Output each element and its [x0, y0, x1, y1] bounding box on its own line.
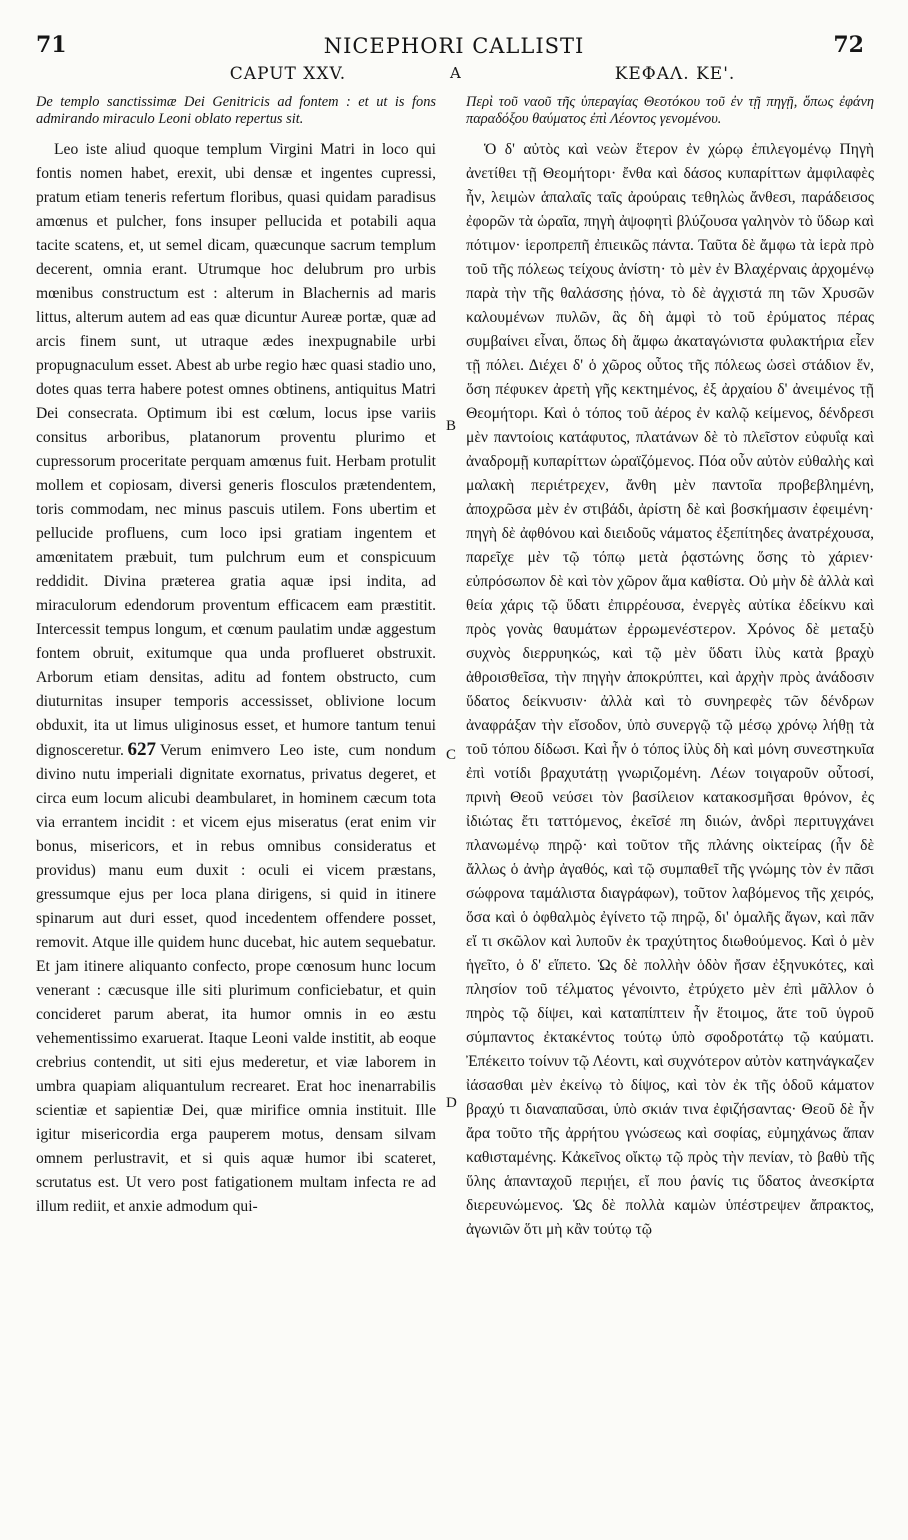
greek-chapter-heading: ΚΕΦΑΛ. ΚΕ'.	[614, 64, 736, 84]
greek-column	[466, 94, 874, 1242]
page-number-right: 72	[833, 32, 864, 58]
section-mark-c: C	[446, 747, 457, 763]
latin-body-text	[36, 138, 436, 1219]
section-mark-b: B	[446, 418, 457, 434]
section-mark-a: A	[450, 64, 461, 82]
chapter-headings	[30, 64, 878, 90]
latin-chapter-heading: CAPUT XXV.	[229, 64, 347, 84]
section-mark-d: D	[446, 1095, 457, 1111]
page-header	[30, 28, 878, 58]
margin-page-number: 627	[127, 739, 156, 760]
latin-text-part-2: Verum enimvero Leo iste, cum nondum divino nutu imperiali dignitate exornatus, privatus degeret, et circa eum locum alicubi deambularet, in hominem cæcum tota via errantem incidit : et vicem ejus miseratus (erat enim vir bonus, misericors, et in rebus omnibus consideratus et providus) manu eum duxit : oculi ei vicem præstans, gressumque ejus per loca plana dirigens, si quid in itinere spinarum aut duri esset, quod incedentem offendere posset, removit. Atque ille quidem hunc ducebat, hic autem sequebatur. Et jam itinere aliquanto confecto, prope cœnosum hunc locum venerant : cæcusque ille siti plurimum conficiebatur, et quin concideret parum aberat, ita humor omnis in eo æstu vehementissimo exaruerat. Itaque Leoni valde institit, ab eoque crebrius contendit, ut siti ejus mederetur, et viæ laborem in umbra quapiam aliquantulum recrearet. Erat hoc inenarrabilis scientiæ et sapientiæ Dei, quæ mirifice omnia instituit. Ille igitur misericordia erga pauperem motus, densam silvam omnem perlustravit, et si quis aquæ humor ibi scateret, scrutatus est. Ut vero post fatigationem multam infecta re ad illum rediit, et anxie admodum qui-	[36, 742, 436, 1215]
greek-body-text: Ὁ δ' αὐτὸς καὶ νεὼν ἕτερον ἐν χώρῳ ἐπιλεγομένῳ Πηγὴ ἀνετίθει τῇ Θεομήτορι· ἔνθα καὶ δάσος κυπαρίττων ἀμφιλαφὲς ἦν, λειμὼν ἁπαλαῖς ταῖς ἀρούραις τεθηλὼς ἄνθεσι, παράδεισος ἐφορῶν τὰ ὡραῖα, πηγὴ ἀψοφητὶ βλύζουσα γαληνὸν τὸ ὕδωρ καὶ πότιμον· ἱεροπρεπῆ ἐπιεικῶς πάντα. Ταῦτα δὲ ἄμφω τὰ ἱερὰ πρὸ τοῦ τῆς πόλεως τείχους ἀνίστη· τὸ μὲν ἐν Βλαχέρναις ἀρχομένῳ παρὰ τὴν τῆς θαλάσσης ᾐόνα, τὸ δὲ ἀγχιστά πη τῶν Χρυσῶν καλουμένων πυλῶν, ἃς δὴ ἀμφὶ τὸ τοῦ ἐρύματος πέρας συμβαίνει εἶναι, ὅπως δὴ ἄμφω ἀκαταγώνιστα φυλακτήρια εἶεν τῇ πόλει. Διέχει δ' ὁ χῶρος οὗτος τῆς πόλεως ὡσεὶ στάδιον ἕν, ὅση πέφυκεν ἀρετὴ γῆς κεκτημένος, ἐξ ἀρχαίου δ' ἀνειμένος τῇ Θεομήτορι. Καὶ ὁ τόπος τοῦ ἀέρος ἐν καλῷ κείμενος, δένδρεσι μὲν παντοίοις κατάφυτος, πλατάνων δὲ τὸ πλεῖστον εὐφυΐᾳ καὶ ἀναδρομῇ κυπαρίττων ὡραϊζόμενος. Πόα οὖν αὐτὸν εὐθαλὴς καὶ μαλακὴ περιέτρεχεν, ἄνθη μὲν παντοῖα προβεβλημένη, ἀποχρῶσα μὲν ἐν στιβάδι, ἀρίστη δὲ καὶ βοσκήμασιν ἐφειμένη· πηγὴ δὲ ἀφθόνου καὶ διειδοῦς νάματος ἐξεπίτηδες ἀνατρέχουσα, παρεῖχε μὲν τῷ τόπῳ μετὰ ῥᾳστώνης ὅσης τὸ χάριεν· εὐπρόσωπον δὲ καὶ τὸν χῶρον ἅμα καθίστα. Οὐ μὴν δὲ ἀλλὰ καὶ θεία χάρις τῷ ὕδατι ἐπιρρέουσα, ἐνεργὲς αὐτίκα ἐδείκνυ καὶ πρὸς γονὰς θαυμάτων ἐρρωμενέστερον. Χρόνος δὲ μεταξὺ συχνὸς διερρυηκώς, καὶ τῷ μὲν ὕδατι ἰλὺς κατὰ βραχὺ ἀθροισθεῖσα, τὴν πηγὴν ἀποκρύπτει, καὶ ἀρχὴν πρὸς ἀνάδοσιν ὕδατος δείκνυσιν· ἀλλὰ καὶ τὸ συνηρεφὲς τῶν δένδρων ἀναφράξαν τὴν εἴσοδον, ὑπὸ συνεργῷ τῷ μέσῳ χρόνῳ λήθῃ τὰ τοῦ τόπου δίδωσι. Καὶ ἦν ὁ τόπος ἰλὺς δὴ καὶ μόνη συνεστηκυῖα ἐπὶ νοτίδι βραχυτάτῃ γνωριζομένη. Λέων τοιγαροῦν οὗτοσί, πρινὴ Θεοῦ νεύσει τὸν βασίλειον κατακοσμῆσαι θρόνον, ἐς ἰδιώτας ἔτι ταττόμενος, ἐκεῖσέ πη διιών, ἀνδρὶ περιτυγχάνει πλανωμένῳ πηρῷ· καὶ τοῦτον τῆς πλάνης οἰκτείρας (ἦν δὲ ἄλλως ὁ ἀνὴρ ἀγαθός, καὶ τῷ συμπαθεῖ τῆς γνώμης τὸν ἐν πᾶσι σώφρονα ταμάλιστα διαγράφων), τοῦτον λαβόμενος τῆς χειρός, ὅσα καὶ ὁ ὀφθαλμὸς ἐγίνετο τῷ πηρῷ, δι' ὁμαλῆς ἄγων, καὶ πᾶν εἴ τι σκῶλον καὶ λυποῦν ἐκ τραχύτητος διωθούμενος. Καὶ ὁ μὲν ἡγεῖτο, ὁ δ' εἵπετο. Ὡς δὲ πολλὴν ὁδὸν ἤσαν ἐξηνυκότες, καὶ πλησίον τοῦ τέλματος γένοιντο, ἐτρύχετο μὲν ἐπὶ μᾶλλον ὁ πηρὸς τῷ δίψει, καὶ καταπίπτειν ἦν ἕτοιμος, ἅτε τοῦ ὑγροῦ σύμπαντος ἐκτακέντος τούτῳ ὑπὸ σφοδροτάτῳ τῷ καύματι. Ἐπέκειτο τοίνυν τῷ Λέοντι, καὶ συχνότερον αὐτὸν κατηνάγκαζεν ἰάσασθαι μὲν ἐκείνῳ τὸ δίψος, καὶ τὸν ἐκ τῆς ὁδοῦ κάματον βραχύ τι διαναπαῦσαι, ὑπὸ σκιάν τινα ἐφιζήσαντας· Θεοῦ δὲ ἦν ἄρα τοῦτο τῆς ἀρρήτου γνώσεως καὶ σοφίας, εὐμηχάνως ἅπαν καθισταμένης. Κἀκεῖνος οἴκτῳ τῷ πρὸς τὴν πενίαν, τὸ βαθὺ τῆς ὕλης ἁπανταχοῦ περιῄει, εἴ που ῥανίς τις ὕδατος ἀνεσκίρτα διερευνώμενος. Ὡς δὲ πολλὰ καμὼν ὑπέστρεψεν ἄπρακτος, ἀγωνιῶν ὅτι μὴ κἂν τούτῳ τῷ	[466, 141, 874, 1238]
latin-chapter-summary: De templo sanctissimæ Dei Genitricis ad fontem : et ut is fons admirando miraculo Leoni oblato repertus sit.	[36, 94, 436, 127]
running-title: NICEPHORI CALLISTI	[323, 34, 585, 58]
latin-column	[36, 94, 436, 1219]
page-number-left: 71	[36, 32, 67, 58]
greek-chapter-summary: Περὶ τοῦ ναοῦ τῆς ὑπεραγίας Θεοτόκου τοῦ ἐν τῇ πηγῇ, ὅπως ἐφάνη παραδόξου θαύματος ἐπὶ Λέοντος γενομένου.	[466, 94, 874, 127]
latin-text-part-1: Leo iste aliud quoque templum Virgini Matri in loco qui fontis nomen habet, erexit, ubi densæ et ingentes cupressi, pratum etiam teneris refertum floribus, quasi quidam paradisus amœnus et pulcher, fons insuper pellucida et potabili aqua tacite scatens, et, ut semel dicam, quæcunque sacrum templum decerent, omnia erant. Utrumque hoc delubrum pro urbis mœnibus constructum est : alterum in Blachernis ad maris littus, alterum autem ad eas quæ dicuntur Aureæ portæ, quæ ad arcis finem sunt, ut utraque ædes inexpugnabile urbi propugnaculum esset. Abest ab urbe regio hæc quasi stadio uno, dotes quas terra habere potest omnes obtinens, antiquitus Matri Dei consecrata. Optimum ibi est cœlum, locus ipse variis consitus arboribus, platanorum proventu plurimo et cupressorum proceritate perquam amœnus fuit. Herbam protulit mollem et copiosam, diversi generis flosculos prætendentem, toris commodam, nec minus pascuis utilem. Fons ubertim et pellucide profluens, cum loco ipsi gratiam ingentem et amœnitatem præbuit, tum pulchrum eum et conspicuum reddidit. Divina præterea gratia aquæ ipsi indita, ad miraculorum edendorum proventum efficacem eam præstitit. Intercessit tempus longum, et cœnum paulatim undæ aggestum fontem obruit, exitumque qua unda proflueret obstruxit. Arborum etiam densitas, aditu ad fontem obstructo, cum diuturnitas insuper temporis accessisset, oblivione locum obduxit, ita ut limus uliginosus esset, et humore tantum tenui dignosceretur.	[36, 141, 436, 759]
